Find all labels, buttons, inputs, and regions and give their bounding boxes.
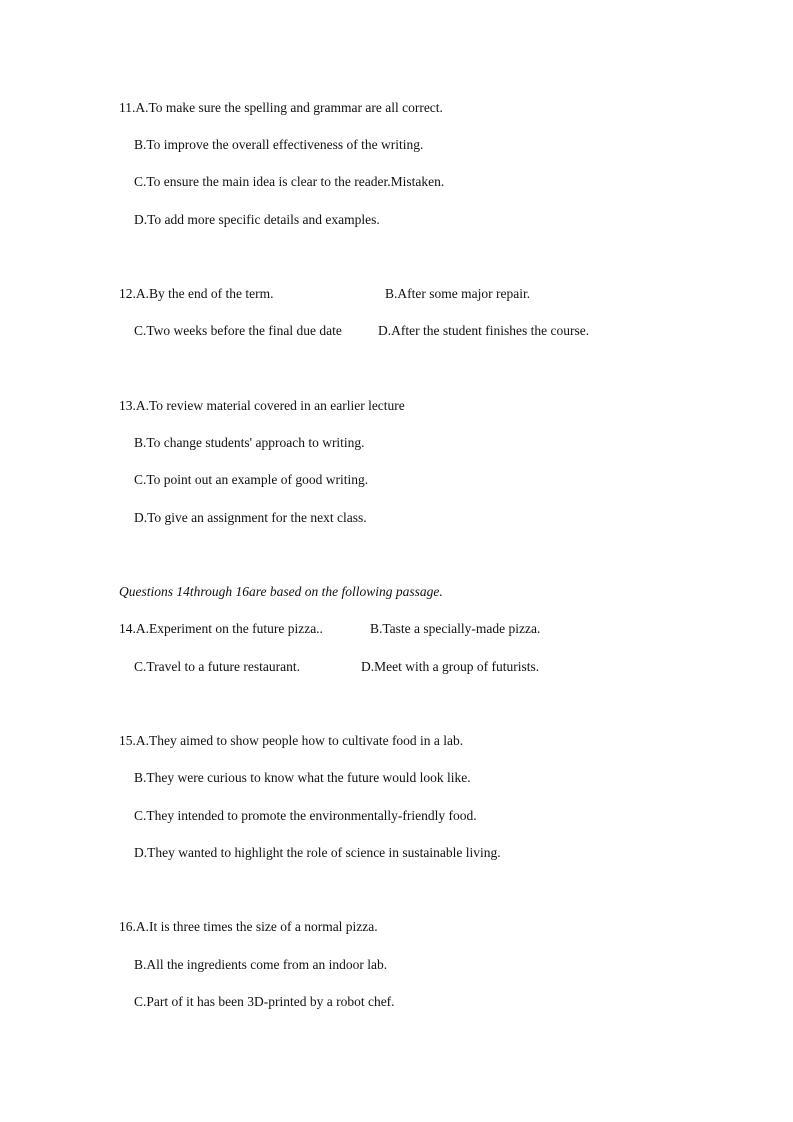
q11-option-a: 11.A.To make sure the spelling and grammar are all correct. [119,100,443,115]
q11-option-b: B.To improve the overall effectiveness of the writing. [134,137,424,152]
q11-option-d: D.To add more specific details and examples. [134,212,380,227]
q13-option-c: C.To point out an example of good writing. [134,472,369,487]
q15-option-c: C.They intended to promote the environmentally-friendly food. [134,808,477,823]
section-note: Questions 14through 16are based on the following passage. [119,584,443,599]
q13-option-d: D.To give an assignment for the next class. [134,510,367,525]
q13-option-a: 13.A.To review material covered in an earlier lecture [119,398,405,413]
q12-option-a: 12.A.By the end of the term. [119,286,274,301]
q15-option-b: B.They were curious to know what the future would look like. [134,770,471,785]
q12-option-c: C.Two weeks before the final due date [134,323,342,338]
q14-option-c: C.Travel to a future restaurant. [134,659,300,674]
q11-option-c: C.To ensure the main idea is clear to the reader.Mistaken. [134,174,445,189]
q15-option-a: 15.A.They aimed to show people how to cultivate food in a lab. [119,733,464,748]
q14-option-a: 14.A.Experiment on the future pizza.. [119,621,323,636]
q16-option-c: C.Part of it has been 3D-printed by a robot chef. [134,994,395,1009]
q12-option-b: B.After some major repair. [385,286,531,301]
q13-option-b: B.To change students' approach to writing. [134,435,365,450]
q14-option-b: B.Taste a specially-made pizza. [370,621,541,636]
q15-option-d: D.They wanted to highlight the role of science in sustainable living. [134,845,501,860]
q16-option-a: 16.A.It is three times the size of a normal pizza. [119,919,378,934]
q14-option-d: D.Meet with a group of futurists. [361,659,540,674]
q16-option-b: B.All the ingredients come from an indoor lab. [134,957,388,972]
q12-option-d: D.After the student finishes the course. [378,323,590,338]
